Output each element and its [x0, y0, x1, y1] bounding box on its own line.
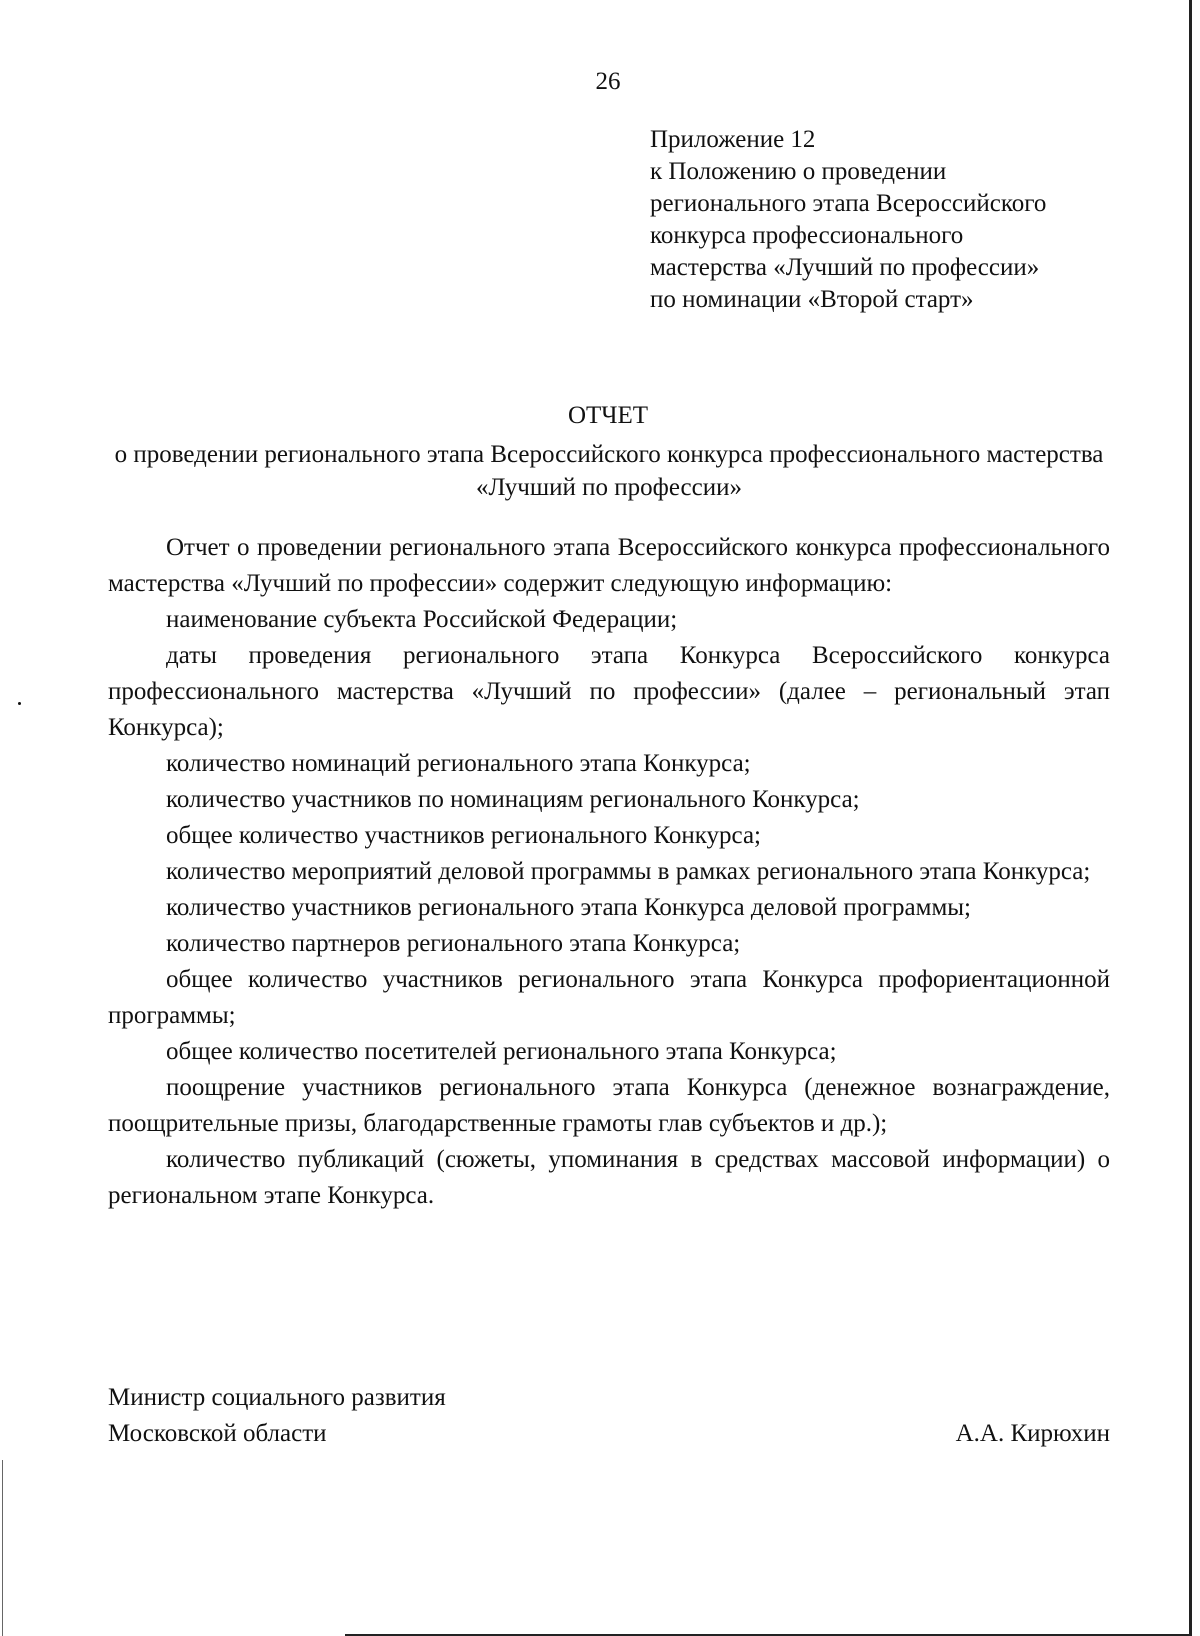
appendix-line: по номинации «Второй старт» — [650, 286, 974, 313]
appendix-line: Приложение 12 — [650, 126, 816, 153]
page-number: 26 — [595, 68, 621, 95]
appendix-line: мастерства «Лучший по профессии» — [650, 254, 1040, 281]
body-paragraph: количество публикаций (сюжеты, упоминания в средствах массовой информации) о региональном этапе Конкурса. — [108, 1146, 1110, 1209]
body-paragraph: количество участников регионального этапа Конкурса деловой программы; — [166, 894, 972, 921]
body-paragraph: поощрение участников регионального этапа Конкурса (денежное вознаграждение, поощрительные призы, благодарственные грамоты глав субъектов и др.); — [108, 1074, 1110, 1137]
body-paragraph: количество мероприятий деловой программы в рамках регионального этапа Конкурса; — [166, 858, 1091, 885]
scan-speck — [18, 702, 21, 705]
report-body — [108, 530, 1110, 1214]
body-paragraph: общее количество участников регионального этапа Конкурса профориентационной программы; — [108, 966, 1110, 1029]
appendix-line: к Положению о проведении — [650, 158, 947, 185]
signatory-name: А.А. Кирюхин — [955, 1420, 1110, 1447]
scan-edge-right — [1189, 0, 1192, 1636]
appendix-line: конкурса профессионального — [650, 222, 964, 249]
body-paragraph: количество участников по номинациям регионального Конкурса; — [166, 786, 860, 813]
appendix-line: регионального этапа Всероссийского — [650, 190, 1047, 217]
body-paragraph: Отчет о проведении регионального этапа Всероссийского конкурса профессионального мастерства «Лучший по профессии» содержит следующую информацию: — [108, 534, 1110, 597]
report-subtitle: о проведении регионального этапа Всероссийского конкурса профессионального мастерства «Лучший по профессии» — [114, 441, 1104, 501]
signatory-position: Министр социального развития — [108, 1384, 446, 1411]
scan-edge-left — [2, 1460, 3, 1636]
body-paragraph: даты проведения регионального этапа Конкурса Всероссийского конкурса профессионального мастерства «Лучший по профессии» (далее – региональный этап Конкурса); — [108, 642, 1110, 741]
report-title: ОТЧЕТ — [567, 402, 649, 429]
body-paragraph: количество партнеров регионального этапа Конкурса; — [166, 930, 741, 957]
body-paragraph: общее количество посетителей регионального этапа Конкурса; — [166, 1038, 837, 1065]
appendix-block — [650, 124, 1170, 316]
body-paragraph: общее количество участников регионального Конкурса; — [166, 822, 761, 849]
signatory-region: Московской области — [108, 1420, 327, 1447]
body-paragraph: количество номинаций регионального этапа Конкурса; — [166, 750, 751, 777]
signature-block — [108, 1380, 1110, 1452]
body-paragraph: наименование субъекта Российской Федерации; — [166, 606, 678, 633]
